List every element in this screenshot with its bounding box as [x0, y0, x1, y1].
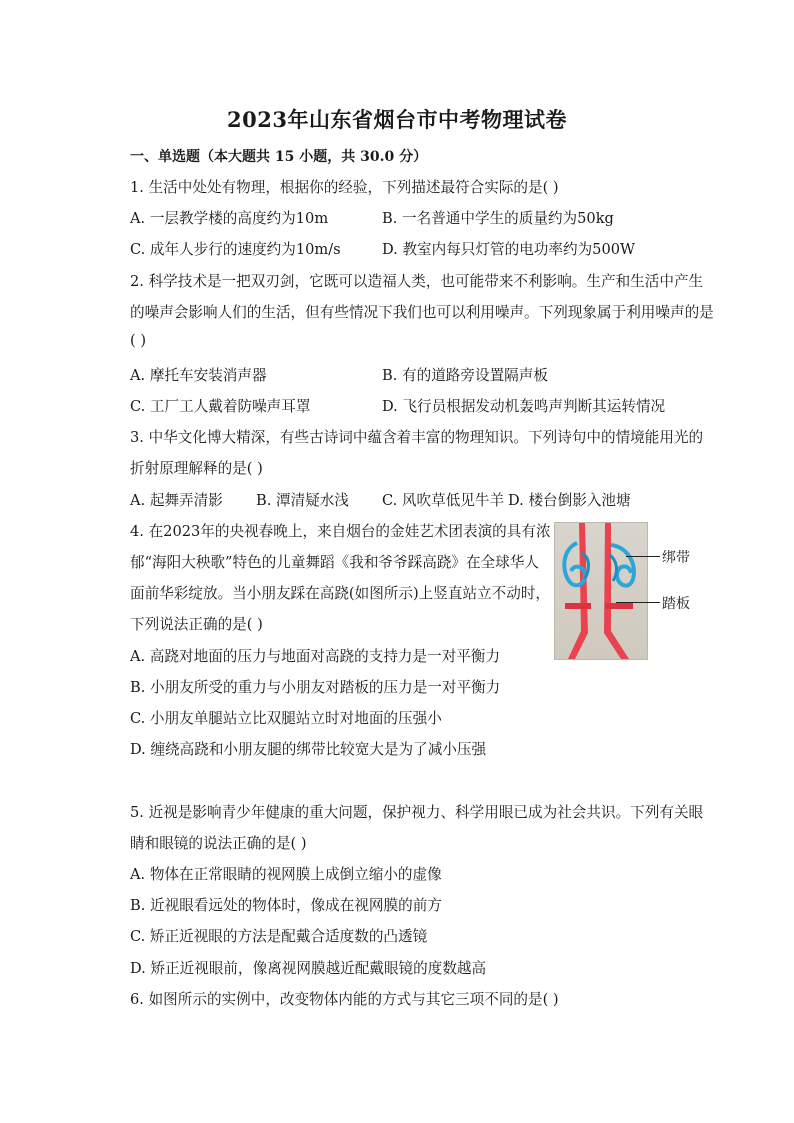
q1-stem: 1. 生活中处处有物理，根据你的经验，下列描述最符合实际的是( ): [130, 179, 559, 196]
q2-stem-line2: 的噪声会影响人们的生活，但有些情况下我们也可以利用噪声。下列现象属于利用噪声的是: [130, 304, 714, 321]
q5-stem-line2: 睛和眼镜的说法正确的是( ): [130, 835, 307, 852]
stilt-right-pole: [604, 523, 629, 659]
q4-stem-line2: 郁“海阳大秧歌”特色的儿童舞蹈《我和爷爷踩高跷》在全球华人: [130, 554, 539, 571]
q4-option-d: D. 缠绕高跷和小朋友腿的绑带比较宽大是为了减小压强: [130, 741, 487, 758]
pedal-left: [565, 603, 591, 609]
q5-stem-line1: 5. 近视是影响青少年健康的重大问题，保护视力、科学用眼已成为社会共识。下列有关眼: [130, 804, 704, 821]
q3-stem-line1: 3. 中华文化博大精深，有些古诗词中蕴含着丰富的物理知识。下列诗句中的情境能用光的: [130, 429, 704, 446]
q2-stem-line1: 2. 科学技术是一把双刃剑，它既可以造福人类，也可能带来不利影响。生产和生活中产生: [130, 273, 704, 290]
pedal-right: [605, 603, 633, 609]
q2-option-c: C. 工厂工人戴着防噪声耳罩: [130, 398, 311, 415]
figure-label-strap: 绑带: [662, 550, 690, 566]
q3-option-d: D. 楼台倒影入池塘: [508, 492, 631, 509]
q5-option-d: D. 矫正近视眼前，像离视网膜越近配戴眼镜的度数越高: [130, 960, 487, 977]
figure-label-pedal: 踏板: [662, 596, 690, 612]
q4-option-a: A. 高跷对地面的压力与地面对高跷的支持力是一对平衡力: [130, 648, 501, 665]
q5-option-a: A. 物体在正常眼睛的视网膜上成倒立缩小的虚像: [130, 866, 442, 883]
q2-option-a: A. 摩托车安装消声器: [130, 367, 267, 384]
q4-stem-line4: 下列说法正确的是( ): [130, 616, 263, 633]
q1-option-b: B. 一名普通中学生的质量约为50kg: [382, 210, 614, 227]
pedal-leader-line: [616, 602, 660, 603]
q4-stem-line3: 面前华彩绽放。当小朋友踩在高跷(如图所示)上竖直站立不动时，: [130, 585, 551, 602]
q3-option-c: C. 风吹草低见牛羊: [382, 492, 505, 509]
q3-option-b: B. 潭清疑水浅: [256, 492, 349, 509]
q5-option-b: B. 近视眼看远处的物体时，像成在视网膜的前方: [130, 897, 442, 914]
q2-option-d: D. 飞行员根据发动机轰鸣声判断其运转情况: [382, 398, 666, 415]
strap-leader-line: [626, 556, 660, 557]
q3-stem-line2: 折射原理解释的是( ): [130, 460, 263, 477]
q1-option-a: A. 一层教学楼的高度约为10m: [130, 210, 329, 227]
q4-option-b: B. 小朋友所受的重力与小朋友对踏板的压力是一对平衡力: [130, 679, 501, 696]
q6-stem: 6. 如图所示的实例中，改变物体内能的方式与其它三项不同的是( ): [130, 991, 559, 1008]
q1-option-c: C. 成年人步行的速度约为10m/s: [130, 241, 341, 258]
stilt-illustration: [555, 523, 647, 659]
q2-option-b: B. 有的道路旁设置隔声板: [382, 367, 548, 384]
exam-title: 2023年山东省烟台市中考物理试卷: [227, 107, 567, 132]
q4-option-c: C. 小朋友单腿站立比双腿站立时对地面的压强小: [130, 710, 442, 727]
q3-option-a: A. 起舞弄清影: [130, 492, 223, 509]
q2-stem-line3: ( ): [130, 332, 147, 349]
stilt-left-pole: [568, 523, 588, 659]
q5-option-c: C. 矫正近视眼的方法是配戴合适度数的凸透镜: [130, 928, 428, 945]
q4-stem-line1: 4. 在2023年的央视春晚上，来自烟台的金娃艺术团表演的具有浓: [130, 523, 551, 540]
stilt-photo: [554, 522, 648, 660]
section-heading: 一、单选题（本大题共 15 小题，共 30.0 分）: [130, 149, 428, 165]
q1-option-d: D. 教室内每只灯管的电功率约为500W: [382, 241, 636, 258]
